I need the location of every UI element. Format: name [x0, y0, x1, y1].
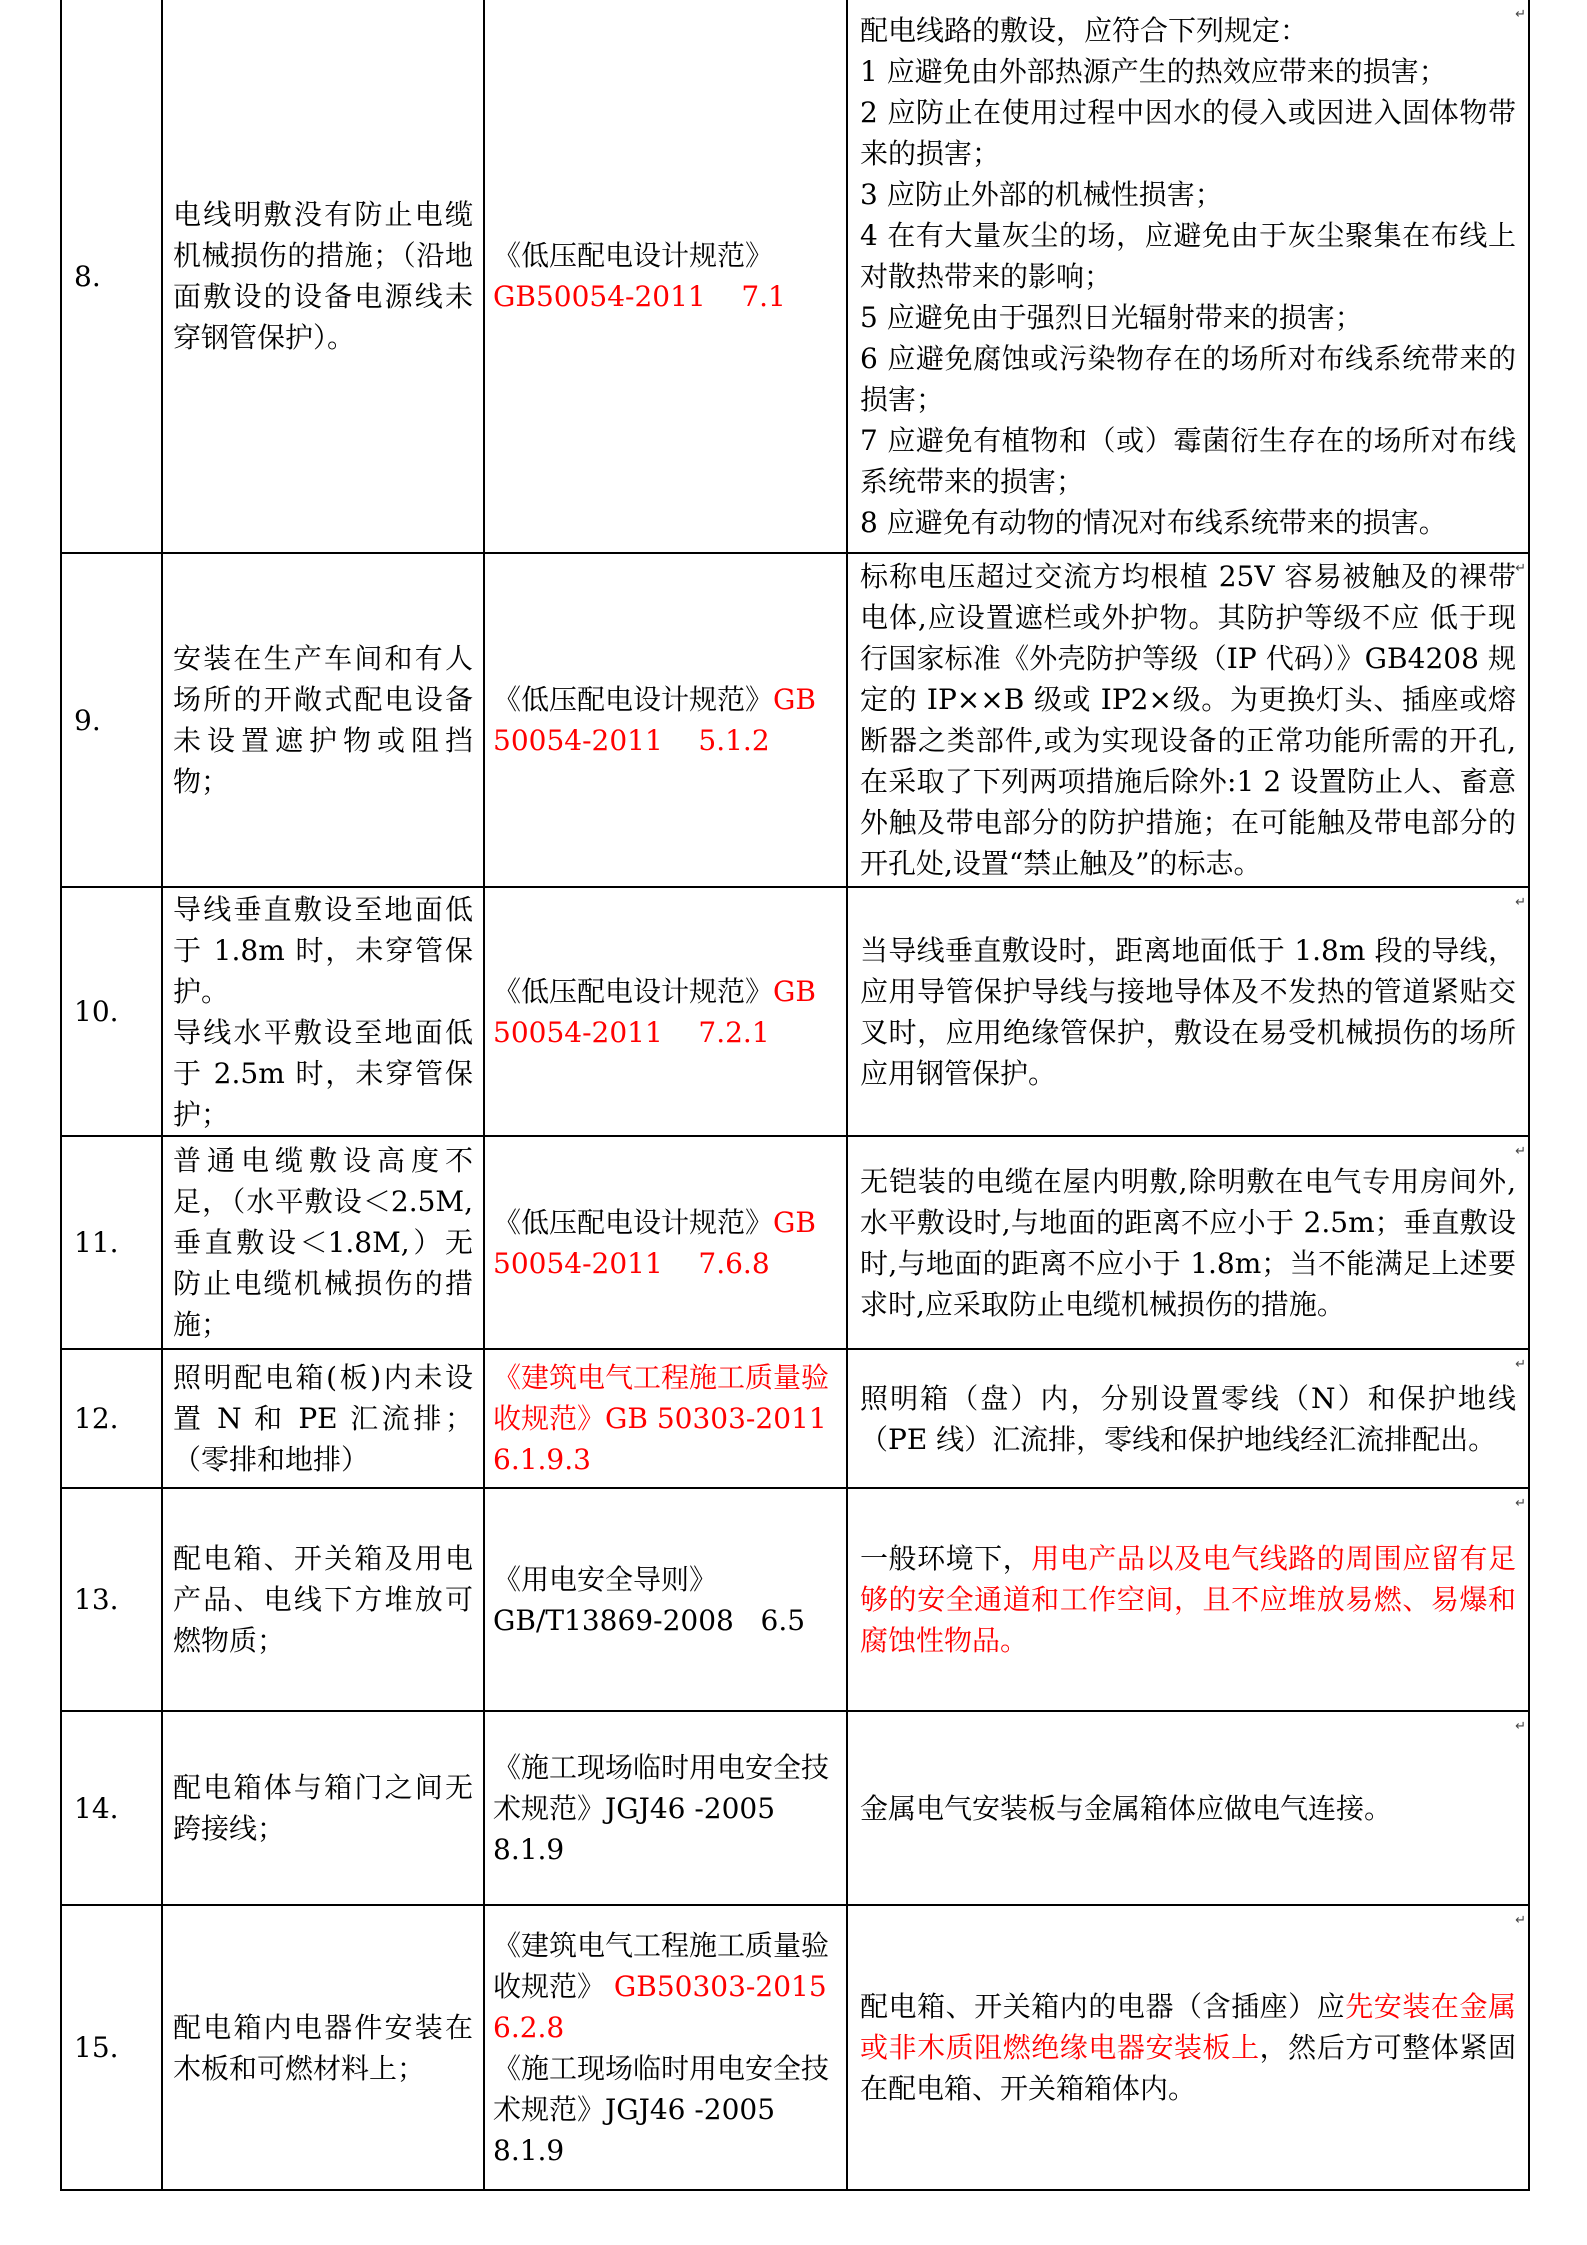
text-segment: 4 在有大量灰尘的场，应避免由于灰尘聚集在布线上对散热带来的影响；	[860, 218, 1516, 293]
row-number: 15.	[74, 2031, 119, 2064]
text-segment: 3 应防止外部的机械性损害；	[860, 177, 1223, 211]
reference-standard-cell	[485, 1712, 848, 1906]
row-number-cell	[62, 1489, 163, 1712]
paragraph	[860, 1378, 1516, 1460]
regulation-detail-cell	[848, 554, 1530, 888]
text-segment: 照明箱（盘）内，分别设置零线（N）和保护地线（PE 线）汇流排，零线和保护地线经汇流排配出。	[860, 1381, 1516, 1456]
text-segment: 导线垂直敷设至地面低于 1.8m 时，未穿管保护。	[173, 892, 473, 1008]
paragraph	[860, 92, 1516, 174]
regulation-detail-cell	[848, 1489, 1530, 1712]
text-segment: GB50303-2015 6.2.8	[493, 1969, 836, 2044]
text-segment: 《低压配电设计规范》	[493, 974, 774, 1008]
paragraph	[860, 10, 1516, 51]
problem-description-cell	[163, 1137, 485, 1350]
row-number-cell	[62, 888, 163, 1137]
reference-standard-cell	[485, 888, 848, 1137]
end-of-cell-mark-icon: ↵	[1515, 895, 1526, 910]
row-number: 12.	[74, 1402, 119, 1435]
paragraph	[860, 174, 1516, 215]
row-number: 8.	[74, 259, 101, 293]
paragraph	[173, 1012, 473, 1135]
paragraph	[860, 215, 1516, 297]
problem-description-cell	[163, 1906, 485, 2191]
end-of-cell-mark-icon: ↵	[1515, 1913, 1526, 1928]
row-number: 13.	[74, 1583, 119, 1616]
table-row	[62, 554, 1532, 888]
paragraph	[860, 338, 1516, 420]
paragraph	[173, 194, 473, 358]
paragraph	[173, 1538, 473, 1661]
paragraph	[860, 1161, 1516, 1325]
paragraph	[860, 51, 1516, 92]
electrical-inspection-table	[60, 0, 1532, 2191]
text-segment: 导线水平敷设至地面低于 2.5m 时，未穿管保护；	[173, 1015, 473, 1131]
text-segment: 5 应避免由于强烈日光辐射带来的损害；	[860, 300, 1363, 334]
paragraph	[173, 1140, 473, 1345]
text-segment: 《用电安全导则》GB/T13869-2008 6.5	[493, 1562, 806, 1637]
row-number: 14.	[74, 1791, 119, 1825]
text-segment: 配电线路的敷设，应符合下列规定：	[860, 13, 1309, 47]
problem-description-cell	[163, 0, 485, 554]
paragraph	[860, 297, 1516, 338]
text-segment: 照明配电箱(板)内未设置 N 和 PE 汇流排；（零排和地排）	[173, 1361, 473, 1476]
regulation-detail-cell	[848, 0, 1530, 554]
text-segment: 配电箱、开关箱及用电产品、电线下方堆放可燃物质；	[173, 1542, 473, 1657]
regulation-detail-cell	[848, 1906, 1530, 2191]
problem-description-cell	[163, 888, 485, 1137]
text-segment: 配电箱内电器件安装在木板和可燃材料上；	[173, 2010, 473, 2085]
table-row	[62, 888, 1532, 1137]
reference-standard-cell	[485, 1906, 848, 2191]
text-segment: 安装在生产车间和有人场所的开敞式配电设备未设置遮护物或阻挡物；	[173, 642, 473, 798]
text-segment: 标称电压超过交流方均根植 25V 容易被触及的裸带电体,应设置遮栏或外护物。其防护等级不应 低于现行国家标准《外壳防护等级（IP 代码）》GB4208 规定的 IP××B 级或 IP2×级。为更换灯头、插座或熔断器之类部件,或为实现设备的正常功能所需的开孔,在采取了下列两项措施后除外:1 2 设置防止人、畜意外触及带电部分的防护措施；在可能触及带电部分的开孔处,设置“禁止触及”的标志。	[860, 560, 1516, 880]
paragraph	[173, 638, 473, 802]
regulation-detail-cell	[848, 1712, 1530, 1906]
paragraph	[493, 1357, 838, 1480]
text-segment: 无铠装的电缆在屋内明敷,除明敷在电气专用房间外,水平敷设时,与地面的距离不应小于 2.5m；垂直敷设时,与地面的距离不应小于 1.8m；当不能满足上述要求时,应采取防止电缆机械损伤的措施。	[860, 1164, 1516, 1321]
paragraph	[173, 1767, 473, 1849]
text-segment: 用电产品以及电气线路的周围应留有足够的安全通道和工作空间，且不应堆放易燃、易爆和腐蚀性物品。	[860, 1542, 1516, 1657]
text-segment: 当导线垂直敷设时，距离地面低于 1.8m 段的导线，应用导管保护导线与接地导体及不发热的管道紧贴交叉时，应用绝缘管保护，敷设在易受机械损伤的场所应用钢管保护。	[860, 933, 1516, 1090]
row-number: 11.	[74, 1226, 119, 1259]
regulation-detail-cell	[848, 1137, 1530, 1350]
row-number-cell	[62, 1137, 163, 1350]
text-segment: 8 应避免有动物的情况对布线系统带来的损害。	[860, 505, 1447, 539]
paragraph	[493, 1202, 838, 1284]
text-segment: 先安装在金属或非木质阻燃绝缘电器安装板上	[860, 1990, 1516, 2064]
text-segment: 金属电气安装板与金属箱体应做电气连接。	[860, 1791, 1393, 1825]
text-segment: GB 50054-2011 5.1.2	[493, 683, 825, 757]
row-number-cell	[62, 0, 163, 554]
text-segment: 2 应防止在使用过程中因水的侵入或因进入固体物带来的损害；	[860, 95, 1516, 170]
paragraph	[860, 1986, 1516, 2109]
table-row	[62, 1137, 1532, 1350]
paragraph	[860, 930, 1516, 1094]
text-segment: 1 应避免由外部热源产生的热效应带来的损害；	[860, 54, 1447, 88]
table-row	[62, 1906, 1532, 2191]
reference-standard-cell	[485, 1137, 848, 1350]
problem-description-cell	[163, 1489, 485, 1712]
paragraph	[860, 1538, 1516, 1661]
text-segment: 6 应避免腐蚀或污染物存在的场所对布线系统带来的损害；	[860, 341, 1516, 416]
table-row	[62, 1350, 1532, 1489]
text-segment: 《建筑电气工程施工质量验收规范》	[493, 1928, 830, 2003]
paragraph	[493, 1747, 838, 1870]
paragraph	[493, 2048, 838, 2171]
text-segment: 《低压配电设计规范》	[493, 1205, 774, 1239]
paragraph	[173, 1357, 473, 1480]
row-number-cell	[62, 1712, 163, 1906]
paragraph	[493, 235, 838, 317]
regulation-detail-cell	[848, 888, 1530, 1137]
reference-standard-cell	[485, 1489, 848, 1712]
text-segment: GB 50054-2011 7.2.1	[493, 974, 825, 1049]
text-segment: 电线明敷没有防止电缆机械损伤的措施；（沿地面敷设的设备电源线未穿钢管保护）。	[173, 198, 473, 354]
end-of-cell-mark-icon: ↵	[1515, 1496, 1526, 1511]
paragraph	[860, 556, 1516, 884]
paragraph	[173, 889, 473, 1012]
end-of-cell-mark-icon: ↵	[1515, 7, 1526, 22]
row-number-cell	[62, 554, 163, 888]
text-segment: 配电箱体与箱门之间无跨接线；	[173, 1771, 473, 1845]
text-segment: 普通电缆敷设高度不足，（水平敷设＜2.5M,垂直敷设＜1.8M,）无防止电缆机械损伤的措施；	[173, 1144, 473, 1341]
text-segment: GB50054-2011 7.1	[493, 280, 786, 313]
text-segment: 配电箱、开关箱内的电器（含插座）应	[860, 1990, 1346, 2023]
text-segment: ，然后方可整体紧固在配电箱、开关箱箱体内。	[860, 2031, 1516, 2105]
text-segment: 《低压配电设计规范》	[493, 683, 774, 716]
text-segment: 《施工现场临时用电安全技术规范》JGJ46 -2005 8.1.9	[493, 2051, 830, 2167]
table-row	[62, 0, 1532, 554]
row-number: 10.	[74, 995, 119, 1028]
table-row	[62, 1712, 1532, 1906]
paragraph	[493, 971, 838, 1053]
text-segment: 《建筑电气工程施工质量验收规范》GB 50303-2011 6.1.9.3	[493, 1361, 836, 1476]
row-number: 9.	[74, 703, 101, 737]
end-of-cell-mark-icon: ↵	[1515, 1144, 1526, 1159]
end-of-cell-mark-icon: ↵	[1515, 1357, 1526, 1372]
row-number-cell	[62, 1906, 163, 2191]
paragraph	[493, 1559, 838, 1641]
end-of-cell-mark-icon: ↵	[1515, 1719, 1526, 1734]
reference-standard-cell	[485, 0, 848, 554]
reference-standard-cell	[485, 1350, 848, 1489]
problem-description-cell	[163, 1712, 485, 1906]
paragraph	[493, 1925, 838, 2048]
text-segment: 《施工现场临时用电安全技术规范》JGJ46 -2005 8.1.9	[493, 1750, 830, 1866]
paragraph	[860, 420, 1516, 502]
problem-description-cell	[163, 1350, 485, 1489]
paragraph	[493, 679, 838, 761]
end-of-cell-mark-icon: ↵	[1515, 561, 1526, 576]
paragraph	[860, 502, 1516, 543]
table-row	[62, 1489, 1532, 1712]
row-number-cell	[62, 1350, 163, 1489]
text-segment: 《低压配电设计规范》	[493, 239, 774, 272]
paragraph	[860, 1788, 1516, 1829]
paragraph	[173, 2007, 473, 2089]
text-segment: 一般环境下，	[860, 1542, 1032, 1575]
text-segment: GB 50054-2011 7.6.8	[493, 1205, 825, 1280]
reference-standard-cell	[485, 554, 848, 888]
problem-description-cell	[163, 554, 485, 888]
regulation-detail-cell	[848, 1350, 1530, 1489]
text-segment: 7 应避免有植物和（或）霉菌衍生存在的场所对布线系统带来的损害；	[860, 423, 1516, 498]
